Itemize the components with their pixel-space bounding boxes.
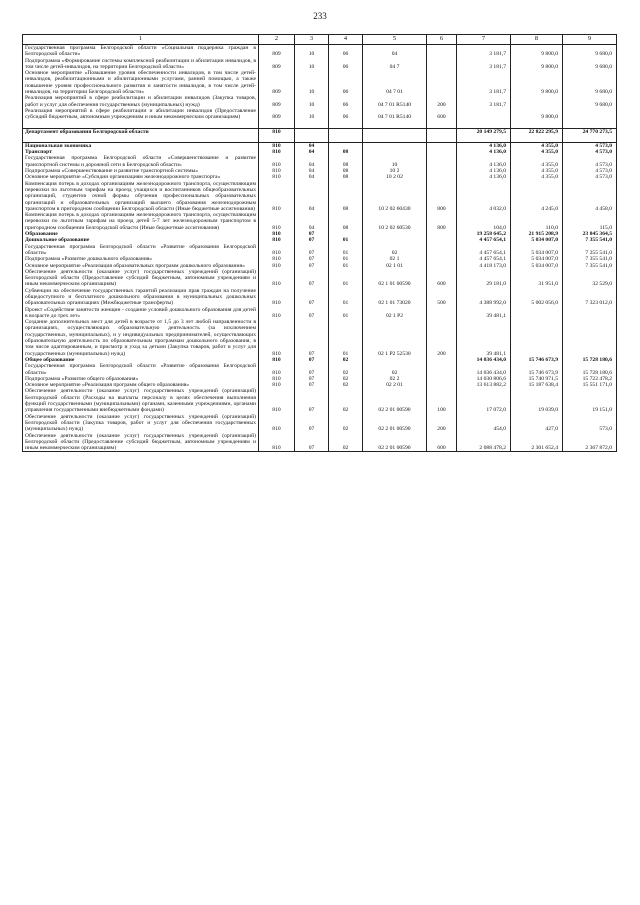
table-row (23, 70, 617, 95)
column-header: 9 (563, 35, 617, 45)
row-amount-year2 (511, 319, 563, 357)
row-description: Государственная программа Белгородской области «Совершенствование и развитие транспортной системы и дорожной сети в Белгородской области» (23, 155, 259, 168)
row-amount-year1: 4 457 654,1 (457, 256, 511, 262)
row-amount-year2: 9 800,0 (511, 108, 563, 121)
row-amount-year1: 3 181,7 (457, 95, 511, 108)
row-ministry-code: 810 (259, 357, 295, 363)
row-target-item-code: 02 2 01 00590 (363, 414, 427, 433)
row-amount-year2: 4 355,0 (511, 168, 563, 174)
row-subsection-code: 06 (329, 95, 363, 108)
row-section-code: 04 (295, 142, 329, 149)
row-ministry-code: 810 (259, 128, 295, 135)
row-amount-year2: 2 301 652,4 (511, 433, 563, 452)
row-description: Компенсация потерь в доходах организациям железнодорожного транспорта, осуществляющим перевозки по льготным тарифам на проезд учащихся и воспитанников общеобразовательных организаций, студентов очной формы обучения профессиональных образовательных организаций и образовательных организаций высшего образования железнодорожным транспортом в пригородном сообщении Белгородской области (Иные бюджетные ассигнования) (23, 181, 259, 212)
row-amount-year1: 29 181,0 (457, 269, 511, 288)
row-expense-type-code: 800 (427, 212, 457, 231)
row-ministry-code: 810 (259, 155, 295, 168)
row-description: Создание дополнительных мест для детей в возрасте от 1,5 до 3 лет любой направленности в организациях, осуществляющих образовательную деятельность (за исключением государственных, муниципальных), и у индивидуальных предпринимателей, осуществляющих образовательную деятельность по образовательным программам дошкольного образования, в том числе адаптированным, и присмотр и уход за детьми (Закупка товаров, работ и услуг для государственных (муниципальных) нужд) (23, 319, 259, 357)
row-description: Подпрограмма «Развитие общего образования» (23, 376, 259, 382)
row-description: Транспорт (23, 149, 259, 155)
row-ministry-code: 810 (259, 168, 295, 174)
row-expense-type-code: 600 (427, 108, 457, 121)
row-subsection-code: 08 (329, 174, 363, 180)
row-ministry-code: 810 (259, 237, 295, 243)
row-section-code: 04 (295, 212, 329, 231)
row-subsection-code: 02 (329, 357, 363, 363)
row-description: Реализация мероприятий в сфере реабилитации и абилитации инвалидов (Закупка товаров, работ и услуг для обеспечения государственных (муниципальных) нужд) (23, 95, 259, 108)
row-section-code: 07 (295, 357, 329, 363)
row-subsection-code: 08 (329, 155, 363, 168)
row-amount-year2: 4 355,0 (511, 142, 563, 149)
row-section-code (295, 135, 329, 143)
row-amount-year2: 5 034 007,0 (511, 244, 563, 257)
row-expense-type-code (427, 45, 457, 58)
row-amount-year3: 4 573,0 (563, 168, 617, 174)
row-amount-year1: 4 136,0 (457, 149, 511, 155)
row-description: Обеспечение деятельности (оказание услуг) государственных учреждений (организаций) Белгородской области (Расходы на выплаты персоналу в целях обеспечения выполнения функций государственными (муниципальными) органами, казенными учреждениями, органами управления государственными внебюджетными фондами) (23, 388, 259, 413)
row-section-code: 07 (295, 263, 329, 269)
row-section-code: 10 (295, 108, 329, 121)
row-amount-year3: 115,0 (563, 212, 617, 231)
row-amount-year2: 15 746 673,9 (511, 363, 563, 376)
row-ministry-code: 809 (259, 108, 295, 121)
row-expense-type-code: 500 (427, 288, 457, 307)
table-row (23, 155, 617, 168)
table-row (23, 108, 617, 121)
row-expense-type-code (427, 307, 457, 320)
row-expense-type-code (427, 363, 457, 376)
row-ministry-code: 810 (259, 231, 295, 237)
row-subsection-code (329, 121, 363, 129)
row-amount-year1 (457, 108, 511, 121)
page-number: 233 (313, 11, 327, 21)
row-amount-year1: 4 136,0 (457, 174, 511, 180)
table-row (23, 142, 617, 149)
row-section-code: 07 (295, 433, 329, 452)
row-amount-year1: 4 457 654,1 (457, 237, 511, 243)
row-section-code: 07 (295, 237, 329, 243)
row-section-code: 07 (295, 363, 329, 376)
row-section-code: 04 (295, 181, 329, 212)
row-amount-year1: 4 136,0 (457, 155, 511, 168)
row-ministry-code: 810 (259, 433, 295, 452)
row-amount-year1: 4 388 992,0 (457, 288, 511, 307)
row-ministry-code: 810 (259, 376, 295, 382)
row-description: Государственная программа Белгородской области «Развитие образования Белгородской области» (23, 363, 259, 376)
row-description: Основное мероприятие «Реализация образовательных программ дошкольного образования» (23, 263, 259, 269)
row-description: Проект «Содействие занятости женщин - создание условий дошкольного образования для детей в возрасте до трех лет» (23, 307, 259, 320)
row-amount-year3: 7 355 541,0 (563, 237, 617, 243)
row-subsection-code: 01 (329, 263, 363, 269)
row-target-item-code: 10 2 02 60430 (363, 181, 427, 212)
table-row (23, 128, 617, 135)
row-amount-year1: 14 036 434,0 (457, 357, 511, 363)
row-amount-year3: 23 845 364,5 (563, 231, 617, 237)
column-header: 2 (259, 35, 295, 45)
row-description: Образование (23, 231, 259, 237)
row-target-item-code: 02 2 01 (363, 382, 427, 388)
row-amount-year2: 21 915 208,9 (511, 231, 563, 237)
budget-table (22, 34, 617, 452)
row-amount-year3: 4 573,0 (563, 174, 617, 180)
row-amount-year1: 454,0 (457, 414, 511, 433)
row-section-code: 04 (295, 174, 329, 180)
row-ministry-code: 810 (259, 149, 295, 155)
row-section-code (295, 128, 329, 135)
row-subsection-code: 02 (329, 363, 363, 376)
row-section-code: 10 (295, 70, 329, 95)
row-target-item-code: 10 2 02 (363, 174, 427, 180)
row-amount-year2: 9 800,0 (511, 58, 563, 71)
row-amount-year2 (511, 95, 563, 108)
row-ministry-code: 810 (259, 269, 295, 288)
row-ministry-code: 810 (259, 307, 295, 320)
row-amount-year2: 9 800,0 (511, 45, 563, 58)
row-amount-year2: 5 034 007,0 (511, 256, 563, 262)
column-header: 3 (295, 35, 329, 45)
row-subsection-code: 08 (329, 181, 363, 212)
row-subsection-code: 02 (329, 433, 363, 452)
row-section-code: 10 (295, 95, 329, 108)
row-target-item-code: 02 1 01 73020 (363, 288, 427, 307)
row-description: Государственная программа Белгородской области «Развитие образования Белгородской области» (23, 244, 259, 257)
row-target-item-code: 02 2 01 00590 (363, 433, 427, 452)
row-amount-year2: 110,0 (511, 212, 563, 231)
row-ministry-code: 810 (259, 212, 295, 231)
table-row (23, 181, 617, 212)
row-section-code: 07 (295, 388, 329, 413)
row-amount-year1: 3 181,7 (457, 70, 511, 95)
row-target-item-code: 02 2 01 00590 (363, 388, 427, 413)
row-expense-type-code (427, 142, 457, 149)
row-amount-year2: 5 034 007,0 (511, 237, 563, 243)
row-section-code: 10 (295, 45, 329, 58)
row-section-code: 07 (295, 256, 329, 262)
row-section-code: 07 (295, 319, 329, 357)
row-amount-year3: 7 355 541,0 (563, 244, 617, 257)
row-ministry-code: 810 (259, 142, 295, 149)
row-target-item-code: 02 1 P2 52530 (363, 319, 427, 357)
row-amount-year2 (511, 135, 563, 143)
row-subsection-code: 01 (329, 256, 363, 262)
row-target-item-code: 02 1 01 00590 (363, 269, 427, 288)
table-row (23, 433, 617, 452)
row-target-item-code: 02 1 01 (363, 263, 427, 269)
table-row (23, 363, 617, 376)
row-ministry-code: 810 (259, 288, 295, 307)
row-amount-year1: 13 613 882,2 (457, 382, 511, 388)
row-section-code: 07 (295, 376, 329, 382)
row-amount-year3: 15 551 171,0 (563, 382, 617, 388)
row-subsection-code: 06 (329, 45, 363, 58)
table-row (23, 288, 617, 307)
row-ministry-code: 810 (259, 388, 295, 413)
row-amount-year3: 19 151,0 (563, 388, 617, 413)
column-header: 7 (457, 35, 511, 45)
row-expense-type-code (427, 128, 457, 135)
row-amount-year2: 5 034 007,0 (511, 263, 563, 269)
row-subsection-code: 01 (329, 237, 363, 243)
row-subsection-code: 02 (329, 382, 363, 388)
row-section-code: 07 (295, 244, 329, 257)
row-ministry-code: 809 (259, 58, 295, 71)
row-description: Обеспечение деятельности (оказание услуг) государственных учреждений (организаций) Белгородской области (Закупка товаров, работ и услуг для обеспечения государственных (муниципальных) нужд) (23, 414, 259, 433)
row-target-item-code: 10 2 02 60530 (363, 212, 427, 231)
row-amount-year3 (563, 319, 617, 357)
row-amount-year2: 4 355,0 (511, 174, 563, 180)
row-description: Основное мероприятие «Субсидии организациям железнодорожного транспорта» (23, 174, 259, 180)
row-ministry-code: 809 (259, 45, 295, 58)
row-expense-type-code: 800 (427, 181, 457, 212)
row-target-item-code (363, 135, 427, 143)
row-section-code: 07 (295, 231, 329, 237)
row-expense-type-code: 600 (427, 433, 457, 452)
row-amount-year3: 15 728 180,6 (563, 357, 617, 363)
row-target-item-code: 02 1 (363, 256, 427, 262)
row-subsection-code: 06 (329, 108, 363, 121)
row-subsection-code: 01 (329, 307, 363, 320)
row-expense-type-code: 100 (427, 388, 457, 413)
row-section-code: 04 (295, 168, 329, 174)
row-section-code: 04 (295, 149, 329, 155)
row-amount-year1: 4 032,0 (457, 181, 511, 212)
row-amount-year1: 14 030 806,6 (457, 376, 511, 382)
row-amount-year2: 4 355,0 (511, 149, 563, 155)
row-target-item-code: 02 (363, 363, 427, 376)
row-expense-type-code: 200 (427, 319, 457, 357)
row-expense-type-code: 200 (427, 414, 457, 433)
row-section-code: 10 (295, 58, 329, 71)
row-amount-year3: 15 722 478,2 (563, 376, 617, 382)
row-ministry-code: 810 (259, 263, 295, 269)
table-row (23, 244, 617, 257)
row-subsection-code: 08 (329, 212, 363, 231)
row-description: Субвенции на обеспечение государственных гарантий реализации прав граждан на получение общедоступного и бесплатного дошкольного образования в муниципальных дошкольных образовательных организациях (Межбюджетные трансферты) (23, 288, 259, 307)
row-amount-year2 (511, 121, 563, 129)
row-section-code: 07 (295, 307, 329, 320)
row-amount-year3 (563, 108, 617, 121)
row-amount-year1: 39 481,1 (457, 307, 511, 320)
row-target-item-code: 02 (363, 244, 427, 257)
row-expense-type-code (427, 244, 457, 257)
row-amount-year2: 4 245,0 (511, 181, 563, 212)
row-amount-year3 (563, 135, 617, 143)
row-ministry-code: 809 (259, 70, 295, 95)
row-section-code: 07 (295, 288, 329, 307)
row-ministry-code: 810 (259, 414, 295, 433)
row-expense-type-code (427, 155, 457, 168)
row-amount-year1: 4 136,0 (457, 142, 511, 149)
row-expense-type-code (427, 58, 457, 71)
row-subsection-code: 06 (329, 58, 363, 71)
table-row (23, 212, 617, 231)
row-expense-type-code (427, 70, 457, 95)
table-row (23, 388, 617, 413)
row-subsection-code (329, 128, 363, 135)
row-amount-year3: 15 728 180,6 (563, 363, 617, 376)
row-amount-year3 (563, 121, 617, 129)
row-amount-year2: 22 822 295,9 (511, 128, 563, 135)
row-section-code: 07 (295, 382, 329, 388)
row-amount-year2: 31 951,0 (511, 269, 563, 288)
row-description: Департамент образования Белгородской области (23, 128, 259, 135)
row-ministry-code: 810 (259, 181, 295, 212)
row-target-item-code: 04 (363, 45, 427, 58)
row-target-item-code: 10 (363, 155, 427, 168)
row-amount-year3: 24 770 273,5 (563, 128, 617, 135)
row-amount-year1: 4 136,0 (457, 168, 511, 174)
row-subsection-code: 02 (329, 376, 363, 382)
row-amount-year3: 9 680,0 (563, 95, 617, 108)
table-row (23, 95, 617, 108)
row-subsection-code: 01 (329, 319, 363, 357)
column-header: 1 (23, 35, 259, 45)
row-section-code: 07 (295, 269, 329, 288)
row-ministry-code: 810 (259, 382, 295, 388)
row-description: Общее образование (23, 357, 259, 363)
row-amount-year1: 2 088 478,2 (457, 433, 511, 452)
row-amount-year1: 104,0 (457, 212, 511, 231)
table-row (23, 121, 617, 129)
row-target-item-code: 04 7 (363, 58, 427, 71)
row-amount-year1: 39 481,1 (457, 319, 511, 357)
row-target-item-code: 02 1 P2 (363, 307, 427, 320)
table-row (23, 269, 617, 288)
row-description: Подпрограмма «Формирование системы комплексной реабилитации и абилитации инвалидов, в том числе детей-инвалидов, на территории Белгородской области» (23, 58, 259, 71)
row-description (23, 135, 259, 143)
column-header: 6 (427, 35, 457, 45)
row-amount-year2: 15 740 971,5 (511, 376, 563, 382)
row-description: Основное мероприятие «Повышение уровня обеспеченности инвалидов, в том числе детей-инвалидов, реабилитационными и абилитационными услугами, ранней помощью, а также повышение уровня профессионального развития и занятости инвалидов, в том числе детей-инвалидов, на территории Белгородской области» (23, 70, 259, 95)
row-amount-year3: 2 367 872,0 (563, 433, 617, 452)
row-amount-year3: 7 355 541,0 (563, 263, 617, 269)
row-description: Обеспечение деятельности (оказание услуг) государственных учреждений (организаций) Белгородской области (Предоставление субсидий бюджетным, автономным учреждениям и иным некоммерческим организациям) (23, 269, 259, 288)
row-description: Основное мероприятие «Реализация программ общего образования» (23, 382, 259, 388)
row-subsection-code: 01 (329, 288, 363, 307)
row-amount-year1: 19 258 645,2 (457, 231, 511, 237)
row-description: Дошкольное образование (23, 237, 259, 243)
row-amount-year3: 9 680,0 (563, 58, 617, 71)
row-description: Подпрограмма «Развитие дошкольного образования» (23, 256, 259, 262)
row-description: Обеспечение деятельности (оказание услуг) государственных учреждений (организаций) Белгородской области (Предоставление субсидий бюджетным, автономным учреждениям и иным некоммерческим организациям) (23, 433, 259, 452)
row-description: Государственная программа Белгородской области «Социальная поддержка граждан в Белгородской области» (23, 45, 259, 58)
table-row (23, 58, 617, 71)
row-amount-year2: 9 800,0 (511, 70, 563, 95)
row-target-item-code (363, 142, 427, 149)
row-amount-year3: 7 355 541,0 (563, 256, 617, 262)
row-description: Компенсация потерь в доходах организациям железнодорожного транспорта, осуществляющим перевозки по льготным тарифам на проезд детей 5-7 лет железнодорожным транспортом в пригородном сообщении Белгородской области (Иные бюджетные ассигнования) (23, 212, 259, 231)
row-amount-year3 (563, 307, 617, 320)
row-ministry-code: 810 (259, 244, 295, 257)
row-amount-year3: 9 680,0 (563, 45, 617, 58)
row-ministry-code: 810 (259, 363, 295, 376)
row-expense-type-code (427, 121, 457, 129)
table-row (23, 319, 617, 357)
column-header: 5 (363, 35, 427, 45)
column-header: 8 (511, 35, 563, 45)
row-amount-year1: 14 036 434,0 (457, 363, 511, 376)
table-row (23, 307, 617, 320)
row-amount-year2: 15 746 673,9 (511, 357, 563, 363)
row-amount-year3: 32 529,0 (563, 269, 617, 288)
row-amount-year2: 19 039,0 (511, 388, 563, 413)
row-ministry-code: 810 (259, 256, 295, 262)
row-section-code: 07 (295, 414, 329, 433)
row-amount-year1: 4 418 173,0 (457, 263, 511, 269)
row-section-code: 04 (295, 155, 329, 168)
row-amount-year3: 573,0 (563, 414, 617, 433)
row-expense-type-code: 600 (427, 269, 457, 288)
row-amount-year1 (457, 121, 511, 129)
table-row (23, 414, 617, 433)
row-amount-year3: 4 573,0 (563, 149, 617, 155)
row-amount-year2 (511, 307, 563, 320)
row-target-item-code: 04 7 01 R5140 (363, 108, 427, 121)
row-ministry-code: 809 (259, 95, 295, 108)
row-subsection-code: 02 (329, 388, 363, 413)
row-amount-year1: 3 181,7 (457, 58, 511, 71)
row-subsection-code (329, 142, 363, 149)
row-subsection-code: 08 (329, 149, 363, 155)
row-ministry-code: 810 (259, 319, 295, 357)
row-amount-year2: 427,0 (511, 414, 563, 433)
row-amount-year3: 4 573,0 (563, 142, 617, 149)
row-target-item-code: 10 2 (363, 168, 427, 174)
row-target-item-code: 04 7 01 R5140 (363, 95, 427, 108)
row-target-item-code: 02 2 (363, 376, 427, 382)
row-subsection-code (329, 135, 363, 143)
row-description: Реализация мероприятий в сфере реабилитации и абилитации инвалидов (Предоставление субсидий бюджетным, автономным учреждениям и иным некоммерческим организациям) (23, 108, 259, 121)
row-amount-year1: 20 149 279,5 (457, 128, 511, 135)
column-header: 4 (329, 35, 363, 45)
row-expense-type-code: 200 (427, 95, 457, 108)
column-header-row (23, 35, 617, 45)
table-row (23, 45, 617, 58)
row-description: Национальная экономика (23, 142, 259, 149)
row-description: Подпрограмма «Совершенствование и развитие транспортной системы» (23, 168, 259, 174)
table-row (23, 135, 617, 143)
row-amount-year1 (457, 135, 511, 143)
row-subsection-code: 06 (329, 70, 363, 95)
row-ministry-code (259, 121, 295, 129)
row-subsection-code: 01 (329, 269, 363, 288)
row-section-code (295, 121, 329, 129)
row-amount-year1: 3 181,7 (457, 45, 511, 58)
row-target-item-code (363, 121, 427, 129)
row-amount-year1: 4 457 654,1 (457, 244, 511, 257)
row-subsection-code: 02 (329, 414, 363, 433)
row-expense-type-code (427, 135, 457, 143)
row-subsection-code: 01 (329, 244, 363, 257)
row-amount-year2: 5 002 056,0 (511, 288, 563, 307)
row-subsection-code: 08 (329, 168, 363, 174)
row-amount-year2: 15 187 638,4 (511, 382, 563, 388)
row-amount-year3: 7 323 012,0 (563, 288, 617, 307)
row-target-item-code: 04 7 01 (363, 70, 427, 95)
row-amount-year2: 4 355,0 (511, 155, 563, 168)
row-target-item-code (363, 128, 427, 135)
row-description (23, 121, 259, 129)
row-amount-year3: 4 458,0 (563, 181, 617, 212)
row-ministry-code: 810 (259, 174, 295, 180)
row-amount-year3: 4 573,0 (563, 155, 617, 168)
row-ministry-code (259, 135, 295, 143)
row-amount-year3: 9 680,0 (563, 70, 617, 95)
row-amount-year1: 17 072,0 (457, 388, 511, 413)
